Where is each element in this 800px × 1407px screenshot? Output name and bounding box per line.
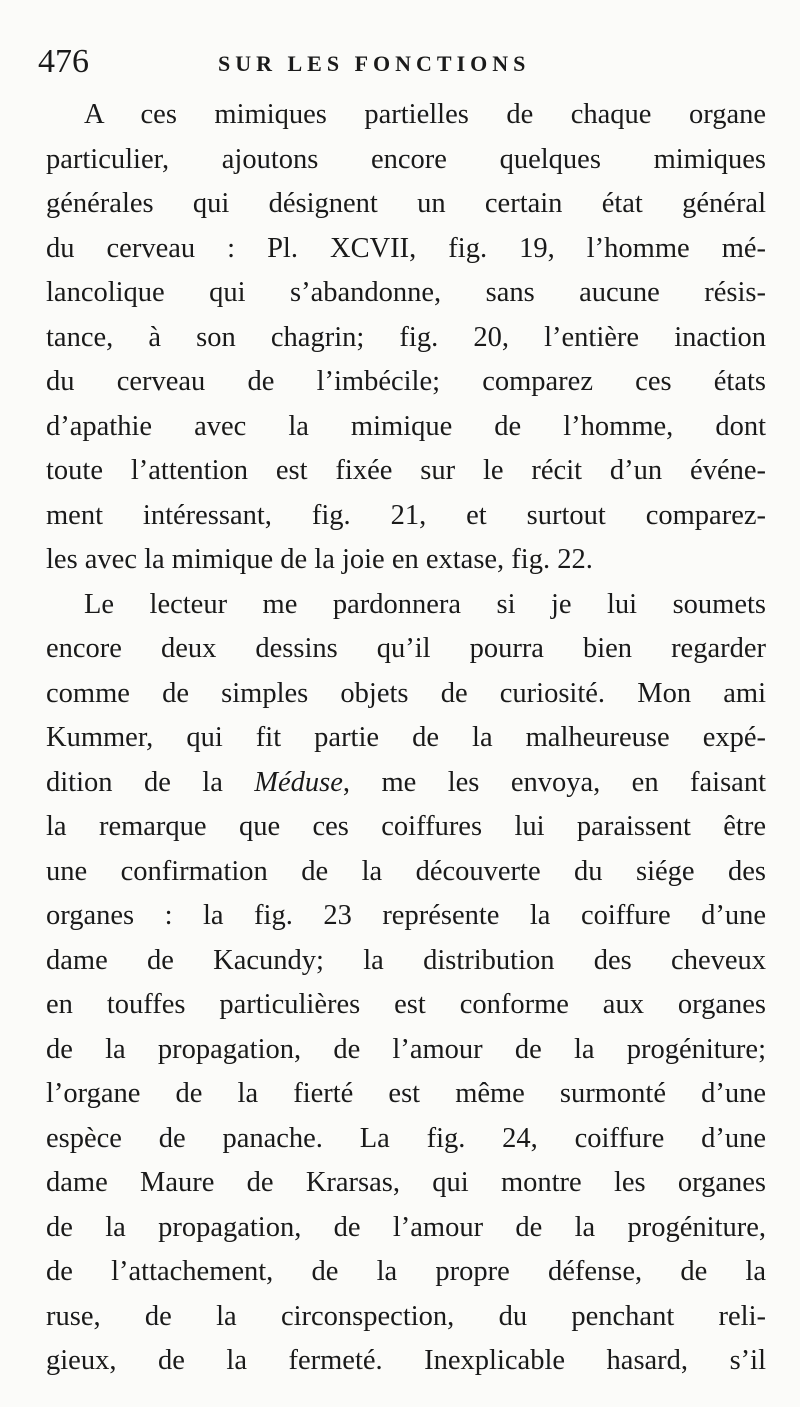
page-header: [38, 40, 758, 84]
text-line: comme de simples objets de curiosité. Mon ami: [46, 677, 766, 709]
paragraph-1: [46, 93, 766, 583]
text-line: dame Maure de Krarsas, qui montre les organes: [46, 1167, 766, 1198]
text-line: tance, à son chagrin; fig. 20, l’entière inaction: [46, 321, 766, 353]
text-line: du cerveau : Pl. XCVII, fig. 19, l’homme mé-: [46, 232, 766, 264]
text-line: générales qui désignent un certain état général: [46, 188, 766, 219]
text-segment: dition de la: [46, 766, 223, 798]
text-line: une confirmation de la découverte du siége des: [46, 855, 766, 887]
page-number: 476: [38, 43, 89, 80]
text-line: de la propagation, de l’amour de la progéniture;: [46, 1033, 766, 1065]
text-line: encore deux dessins qu’il pourra bien regarder: [46, 633, 766, 664]
text-segment: , me les envoya, en faisant: [342, 766, 766, 798]
text-line: de l’attachement, de la propre défense, de la: [46, 1256, 766, 1287]
paragraph-2: [46, 583, 766, 1384]
text-line: Kummer, qui fit partie de la malheureuse expé-: [46, 722, 766, 753]
text-line: du cerveau de l’imbécile; comparez ces états: [46, 366, 766, 397]
text-line: ruse, de la circonspection, du penchant reli-: [46, 1300, 766, 1332]
italic-title-meduse: Méduse: [254, 766, 343, 798]
text-line: en touffes particulières est conforme aux organes: [46, 989, 766, 1020]
text-line: gieux, de la fermeté. Inexplicable hasard, s’il: [46, 1345, 766, 1376]
text-line: Le lecteur me pardonnera si je lui soumets: [84, 588, 766, 620]
text-line: organes : la fig. 23 représente la coiffure d’une: [46, 900, 766, 931]
text-line: particulier, ajoutons encore quelques mimiques: [46, 143, 766, 175]
text-line: ment intéressant, fig. 21, et surtout comparez-: [46, 499, 766, 531]
text-line: les avec la mimique de la joie en extase, fig. 22.: [46, 544, 593, 575]
text-line: de la propagation, de l’amour de la progéniture,: [46, 1211, 766, 1243]
text-line: la remarque que ces coiffures lui paraissent être: [46, 811, 766, 842]
text-line-with-italic: [46, 761, 766, 806]
text-line: dame de Kacundy; la distribution des cheveux: [46, 944, 766, 976]
running-head: SUR LES FONCTIONS: [218, 51, 531, 76]
text-line: espèce de panache. La fig. 24, coiffure d’une: [46, 1122, 766, 1154]
text-line: toute l’attention est fixée sur le récit d’un événe-: [46, 455, 766, 486]
body-text: [46, 93, 766, 1384]
text-line: A ces mimiques partielles de chaque organe: [84, 99, 766, 130]
text-line: d’apathie avec la mimique de l’homme, dont: [46, 410, 766, 442]
text-line: l’organe de la fierté est même surmonté d’une: [46, 1078, 766, 1109]
text-line: lancolique qui s’abandonne, sans aucune résis-: [46, 277, 766, 308]
